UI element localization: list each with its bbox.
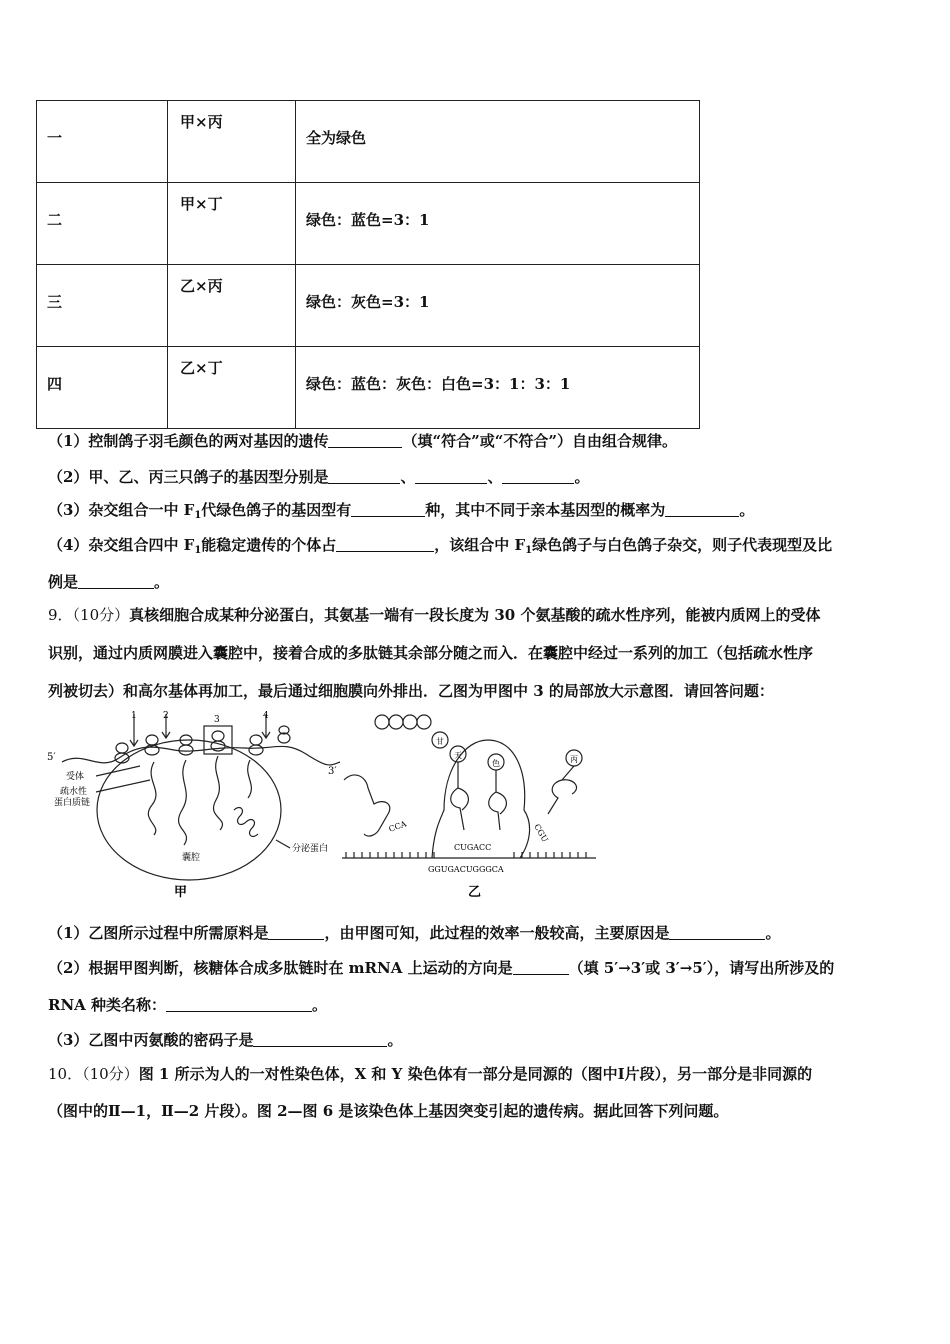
q8-part4-text-b: 能稳定遗传的个体占 — [201, 536, 337, 554]
table-row — [37, 265, 700, 347]
answer-blank[interactable] — [268, 925, 324, 940]
parents-cell: 乙×丙 — [180, 277, 223, 295]
chain-2 — [179, 760, 187, 845]
question-number: 10．（10分） — [48, 1065, 139, 1083]
trna-middle-2 — [489, 770, 507, 830]
period: 。 — [312, 996, 328, 1014]
q9-line3 — [48, 680, 774, 701]
q9-line1 — [48, 604, 820, 625]
period: 。 — [739, 501, 755, 519]
ribosome-2 — [145, 735, 159, 755]
secreted-label: 分泌蛋白 — [292, 844, 329, 854]
end-3: 3′ — [328, 766, 337, 777]
pairing-bases: CUGACC — [454, 843, 492, 852]
hydro-label-1: 疏水性 — [60, 787, 88, 797]
separator: 、 — [487, 468, 503, 486]
answer-blank[interactable] — [502, 469, 574, 484]
q10-stem-1: 图 1 所示为人的一对性染色体，X 和 Y 染色体有一部分是同源的（图中Ⅰ片段），另一部分是非同源的 — [138, 1065, 813, 1083]
aa-bead — [403, 715, 417, 729]
translation-figure — [44, 710, 600, 900]
q9-stem-1: 真核细胞合成某种分泌蛋白，其氨基一端有一段长度为 30 个氨基酸的疏水性序列，能被内质网上的受体 — [129, 606, 821, 624]
num-1: 1 — [131, 711, 137, 721]
chain-1 — [148, 762, 156, 835]
end-5: 5′ — [47, 752, 56, 763]
aa-bead — [375, 715, 389, 729]
q10-line2 — [48, 1100, 728, 1121]
separator: 、 — [400, 468, 416, 486]
answer-blank[interactable] — [665, 502, 739, 517]
period: 。 — [574, 468, 590, 486]
group-label: 三 — [47, 293, 63, 311]
period: 。 — [387, 1031, 403, 1049]
leader-hydro — [96, 780, 150, 792]
table-row — [37, 347, 700, 429]
mrna-sequence: GGUGACUGGGCA — [428, 865, 504, 874]
trna-middle-1 — [451, 762, 469, 830]
leader-secreted — [276, 840, 290, 848]
q8-part4-text-d: 绿色鸽子与白色鸽子杂交，则子代表现型及比 — [532, 536, 833, 554]
q8-part2 — [48, 466, 590, 487]
aa-label-trp: 色 — [492, 759, 500, 768]
q9-sub1 — [48, 922, 780, 943]
q9-sub2-text-c: RNA 种类名称： — [48, 996, 167, 1014]
num-3: 3 — [214, 715, 220, 725]
q9-sub1-text-b: ，由甲图可知，此过程的效率一般较高，主要原因是 — [324, 924, 670, 942]
q8-part4-text-c: ，该组合中 F — [434, 536, 526, 554]
chain-4 — [248, 760, 252, 798]
parents-cell: 甲×丙 — [180, 113, 223, 131]
answer-blank[interactable] — [351, 502, 425, 517]
q9-sub3 — [48, 1029, 402, 1050]
aa-label-asp: 天 — [454, 751, 462, 760]
group-label: 四 — [47, 375, 63, 393]
group-label: 二 — [47, 211, 63, 229]
q9-stem-2: 识别，通过内质网膜进入囊腔中，接着合成的多肽链其余部分随之而入．在囊腔中经过一系列的加工（包括疏水性序 — [48, 644, 814, 662]
answer-blank[interactable] — [328, 433, 402, 448]
answer-blank[interactable] — [669, 925, 765, 940]
subscript: 1 — [194, 545, 202, 556]
aa-label-ala: 丙 — [570, 755, 578, 764]
result-cell: 全为绿色 — [306, 129, 367, 147]
anticodon-left: CCA — [387, 819, 408, 834]
answer-blank[interactable] — [336, 537, 434, 552]
q8-part3-text: （3）杂交组合一中 F — [48, 501, 195, 519]
anticodon-right: CGU — [532, 822, 550, 844]
q8-part4-text: （4）杂交组合四中 F — [48, 536, 195, 554]
q8-part4-cont — [48, 571, 169, 592]
answer-blank[interactable] — [166, 997, 312, 1012]
mrna-strand — [62, 746, 340, 765]
answer-blank[interactable] — [513, 960, 569, 975]
aa-bead — [389, 715, 403, 729]
q9-sub2-text-b: （填 5′→3′或 3′→5′），请写出所涉及的 — [568, 959, 835, 977]
q9-sub2 — [48, 957, 834, 978]
base-ticks — [346, 852, 586, 858]
panel-yi — [342, 715, 596, 858]
panel-jia — [62, 714, 340, 880]
q8-part4 — [48, 534, 832, 556]
parents-cell: 甲×丁 — [180, 195, 223, 213]
cross-table — [36, 100, 700, 429]
leader-receptor — [96, 766, 140, 776]
aa-label-gly: 甘 — [436, 737, 444, 746]
hydro-label-2: 蛋白质链 — [54, 798, 91, 808]
q9-sub1-text: （1）乙图所示过程中所需原料是 — [48, 924, 269, 942]
receptor-label: 受体 — [66, 772, 85, 782]
num-2: 2 — [163, 711, 169, 721]
question-number: 9．（10分） — [48, 606, 130, 624]
group-label: 一 — [47, 129, 63, 147]
q8-part3 — [48, 499, 754, 521]
q8-part4-text-e: 例是 — [48, 573, 79, 591]
q8-part1-text-b: （填“符合”或“不符合”）自由组合规律。 — [402, 432, 677, 450]
parents-cell: 乙×丁 — [180, 359, 223, 377]
result-cell: 绿色：蓝色=3：1 — [306, 211, 430, 229]
q9-sub2-text: （2）根据甲图判断，核糖体合成多肽链时在 mRNA 上运动的方向是 — [48, 959, 513, 977]
period: 。 — [154, 573, 170, 591]
period: 。 — [765, 924, 781, 942]
result-cell: 绿色：灰色=3：1 — [306, 293, 430, 311]
trna-right — [548, 766, 577, 814]
q8-part1 — [48, 430, 677, 451]
q8-part3-text-b: 代绿色鸽子的基因型有 — [201, 501, 352, 519]
q9-sub2-cont — [48, 994, 327, 1015]
q8-part3-text-c: 种，其中不同于亲本基因型的概率为 — [425, 501, 666, 519]
q8-part2-text: （2）甲、乙、丙三只鸽子的基因型分别是 — [48, 468, 329, 486]
aa-bead — [417, 715, 431, 729]
q10-stem-2: （图中的Ⅱ—1，Ⅱ—2 片段）。图 2—图 6 是该染色体上基因突变引起的遗传病。据此回答下列问题。 — [48, 1102, 729, 1120]
trna-left — [344, 775, 390, 836]
answer-blank[interactable] — [78, 574, 154, 589]
table-row — [37, 183, 700, 265]
label-yi: 乙 — [468, 885, 482, 900]
q9-sub3-text: （3）乙图中丙氨酸的密码子是 — [48, 1031, 254, 1049]
q10-line1 — [48, 1063, 812, 1084]
answer-blank[interactable] — [253, 1032, 387, 1047]
label-jia: 甲 — [174, 885, 188, 900]
ribosome-5 — [249, 735, 263, 755]
subscript: 1 — [194, 510, 202, 521]
q8-part1-text: （1）控制鸽子羽毛颜色的两对基因的遗传 — [48, 432, 329, 450]
q9-stem-3: 列被切去）和高尔基体再加工，最后通过细胞膜向外排出．乙图为甲图中 3 的局部放大示意图．请回答问题： — [48, 682, 774, 700]
translation-diagram — [44, 710, 600, 900]
table-row — [37, 101, 700, 183]
answer-blank[interactable] — [328, 469, 400, 484]
ribosome-free — [278, 726, 290, 743]
num-4: 4 — [263, 711, 269, 721]
answer-blank[interactable] — [415, 469, 487, 484]
result-cell: 绿色：蓝色：灰色：白色=3：1：3：1 — [306, 375, 571, 393]
lumen-label: 囊腔 — [182, 853, 201, 863]
subscript: 1 — [525, 545, 533, 556]
secreted-protein-coil — [234, 808, 258, 837]
ribosome-dome — [432, 740, 530, 858]
ribosome-3 — [179, 735, 193, 755]
q9-line2 — [48, 642, 813, 663]
chain-3 — [214, 756, 223, 830]
